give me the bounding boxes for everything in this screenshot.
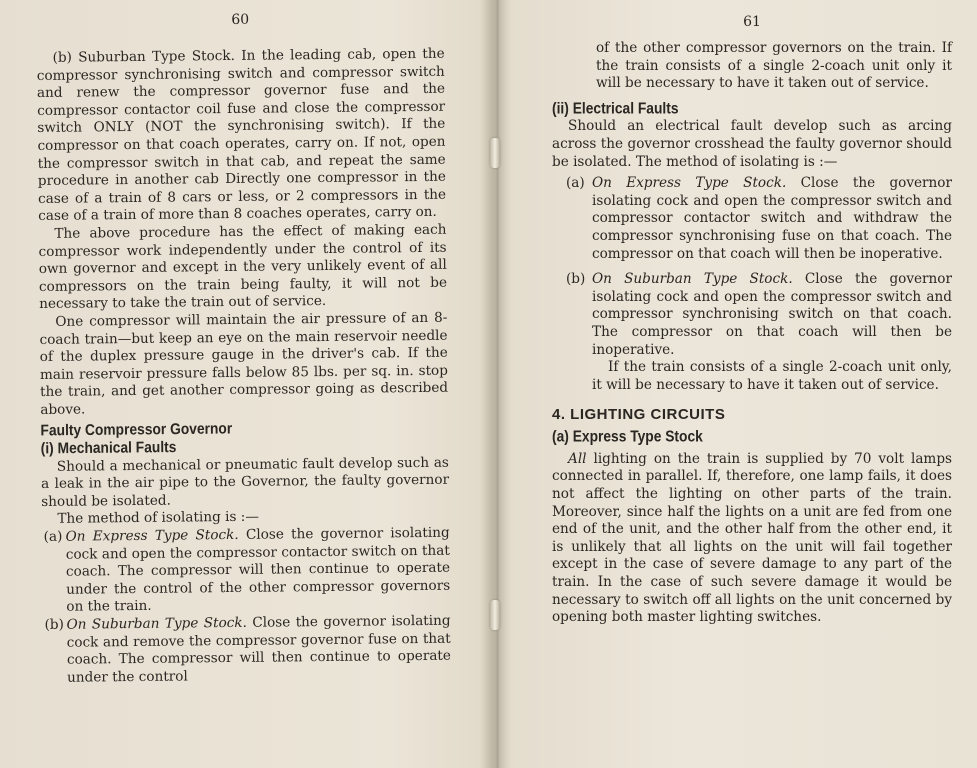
item-stock-type: On Suburban Type Stock. [592, 271, 793, 288]
page-content [37, 46, 452, 688]
list-item-suburban [42, 613, 451, 688]
heading-mechanical-faults: (i) Mechanical Faults [40, 438, 177, 457]
list-item-suburban [552, 271, 952, 359]
item-text: Close the governor isolating cock and remove the compressor governor fuse on that coach. The compressor will then continue to operate under the control [66, 612, 451, 686]
item-marker: (a) [43, 528, 63, 545]
paragraph-mechanical-fault: Should a mechanical or pneumatic fault develop such as a leak in the air pipe to the Governor, the faulty governor should be isolated. [40, 454, 450, 510]
paragraph-continuation: of the other compressor governors on the train. If the train consists of a single 2-coach unit only it will be necessary to have it taken out of service. [596, 40, 952, 92]
left-page [36, 0, 452, 768]
emphasis-all: All [568, 450, 587, 467]
item-marker: (a) [566, 175, 585, 192]
item-marker: (b) [44, 616, 64, 633]
item-stock-type: On Express Type Stock. [592, 175, 787, 192]
item-continuation-text: If the train consists of a single 2-coach unit only, it will be necessary to have it taken out of service. [592, 359, 952, 393]
item-body [66, 525, 451, 617]
binding-staple [490, 138, 500, 168]
item-marker: (b) [566, 271, 586, 288]
page-number: 61 [743, 14, 761, 30]
heading-faulty-governor: Faulty Compressor Governor [40, 420, 233, 440]
paragraph-isolating-method: The method of isolating is :— [57, 509, 259, 528]
item-stock-type: On Suburban Type Stock. [66, 614, 247, 633]
list-item-express [552, 175, 952, 263]
section-heading-lighting: 4. LIGHTING CIRCUITS [552, 406, 726, 424]
item-text: Close the governor isolating cock and open the compressor switch and compressor synchronising switch on that coach. The compressor on that coach will then be inoperative. [592, 271, 952, 358]
page-number: 60 [231, 11, 250, 28]
paragraph-procedure-effect: The above procedure has the effect of making each compressor work independently under the control of its own governor and except in the very unlikely event of all compressors on the train being faulty, it will not be necessary to take the train out of service. [38, 221, 448, 313]
list-item-continuation [552, 359, 952, 394]
paragraph-lighting-text: lighting on the train is supplied by 70 volt lamps connected in parallel. If, therefore, one lamp fails, it does not affect the lighting on other parts of the train. Moreover, since half the lights on a unit are fed from one end of the unit, and the other half from the other end, it is unlikely that all lights on the unit will fail together except in the case of severe damage to any part of the train. In the case of such severe damage it would be necessary to switch off all lights on the unit concerned by opening both master lighting switches. [552, 450, 953, 626]
list-item-express [42, 525, 451, 617]
page-content [552, 40, 952, 627]
item-body [592, 175, 952, 263]
item-body [592, 271, 952, 359]
paragraph-air-pressure: One compressor will maintain the air pressure of an 8-coach train—but keep an eye on the main reservoir needle of the duplex pressure gauge in the driver's cab. If the main reservoir pressure falls below 85 lbs. per sq. in. stop the train, and get another compressor going as described above. [39, 309, 449, 418]
item-text: Close the governor isolating cock and open the compressor contactor switch on that coach. The compressor will then continue to operate under the control of the other compressor governors on the train. [65, 524, 451, 616]
heading-electrical-faults: (ii) Electrical Faults [552, 99, 679, 117]
item-stock-type: On Express Type Stock. [65, 526, 239, 545]
book-gutter [482, 0, 512, 768]
right-page [552, 0, 952, 768]
binding-staple [490, 600, 500, 630]
paragraph-electrical-fault: Should an electrical fault develop such as arcing across the governor crosshead the faulty governor should be isolated. The method of isolating is :— [552, 118, 952, 170]
paragraph-suburban-stock: (b) Suburban Type Stock. In the leading cab, open the compressor synchronising switch and compressor switch and renew the compressor governor fuse and the compressor contactor coil fuse and close the compressor switch ONLY (NOT the synchronising switch). If the compressor on that coach operates, carry on. If not, open the compressor switch in that cab, and repeat the same procedure in another cab Directly one compressor in the case of a train of 8 cars or less, or 2 compressors in the case of a train of more than 8 coaches operates, carry on. [36, 45, 447, 225]
item-text: Close the governor isolating cock and open the compressor switch and compressor contactor switch and withdraw the compressor synchronising fuse on that coach. The compressor on that coach will then be inoperative. [592, 175, 952, 262]
paragraph-lighting [552, 451, 952, 627]
subheading-express-stock: (a) Express Type Stock [552, 428, 703, 446]
item-body [66, 613, 451, 687]
